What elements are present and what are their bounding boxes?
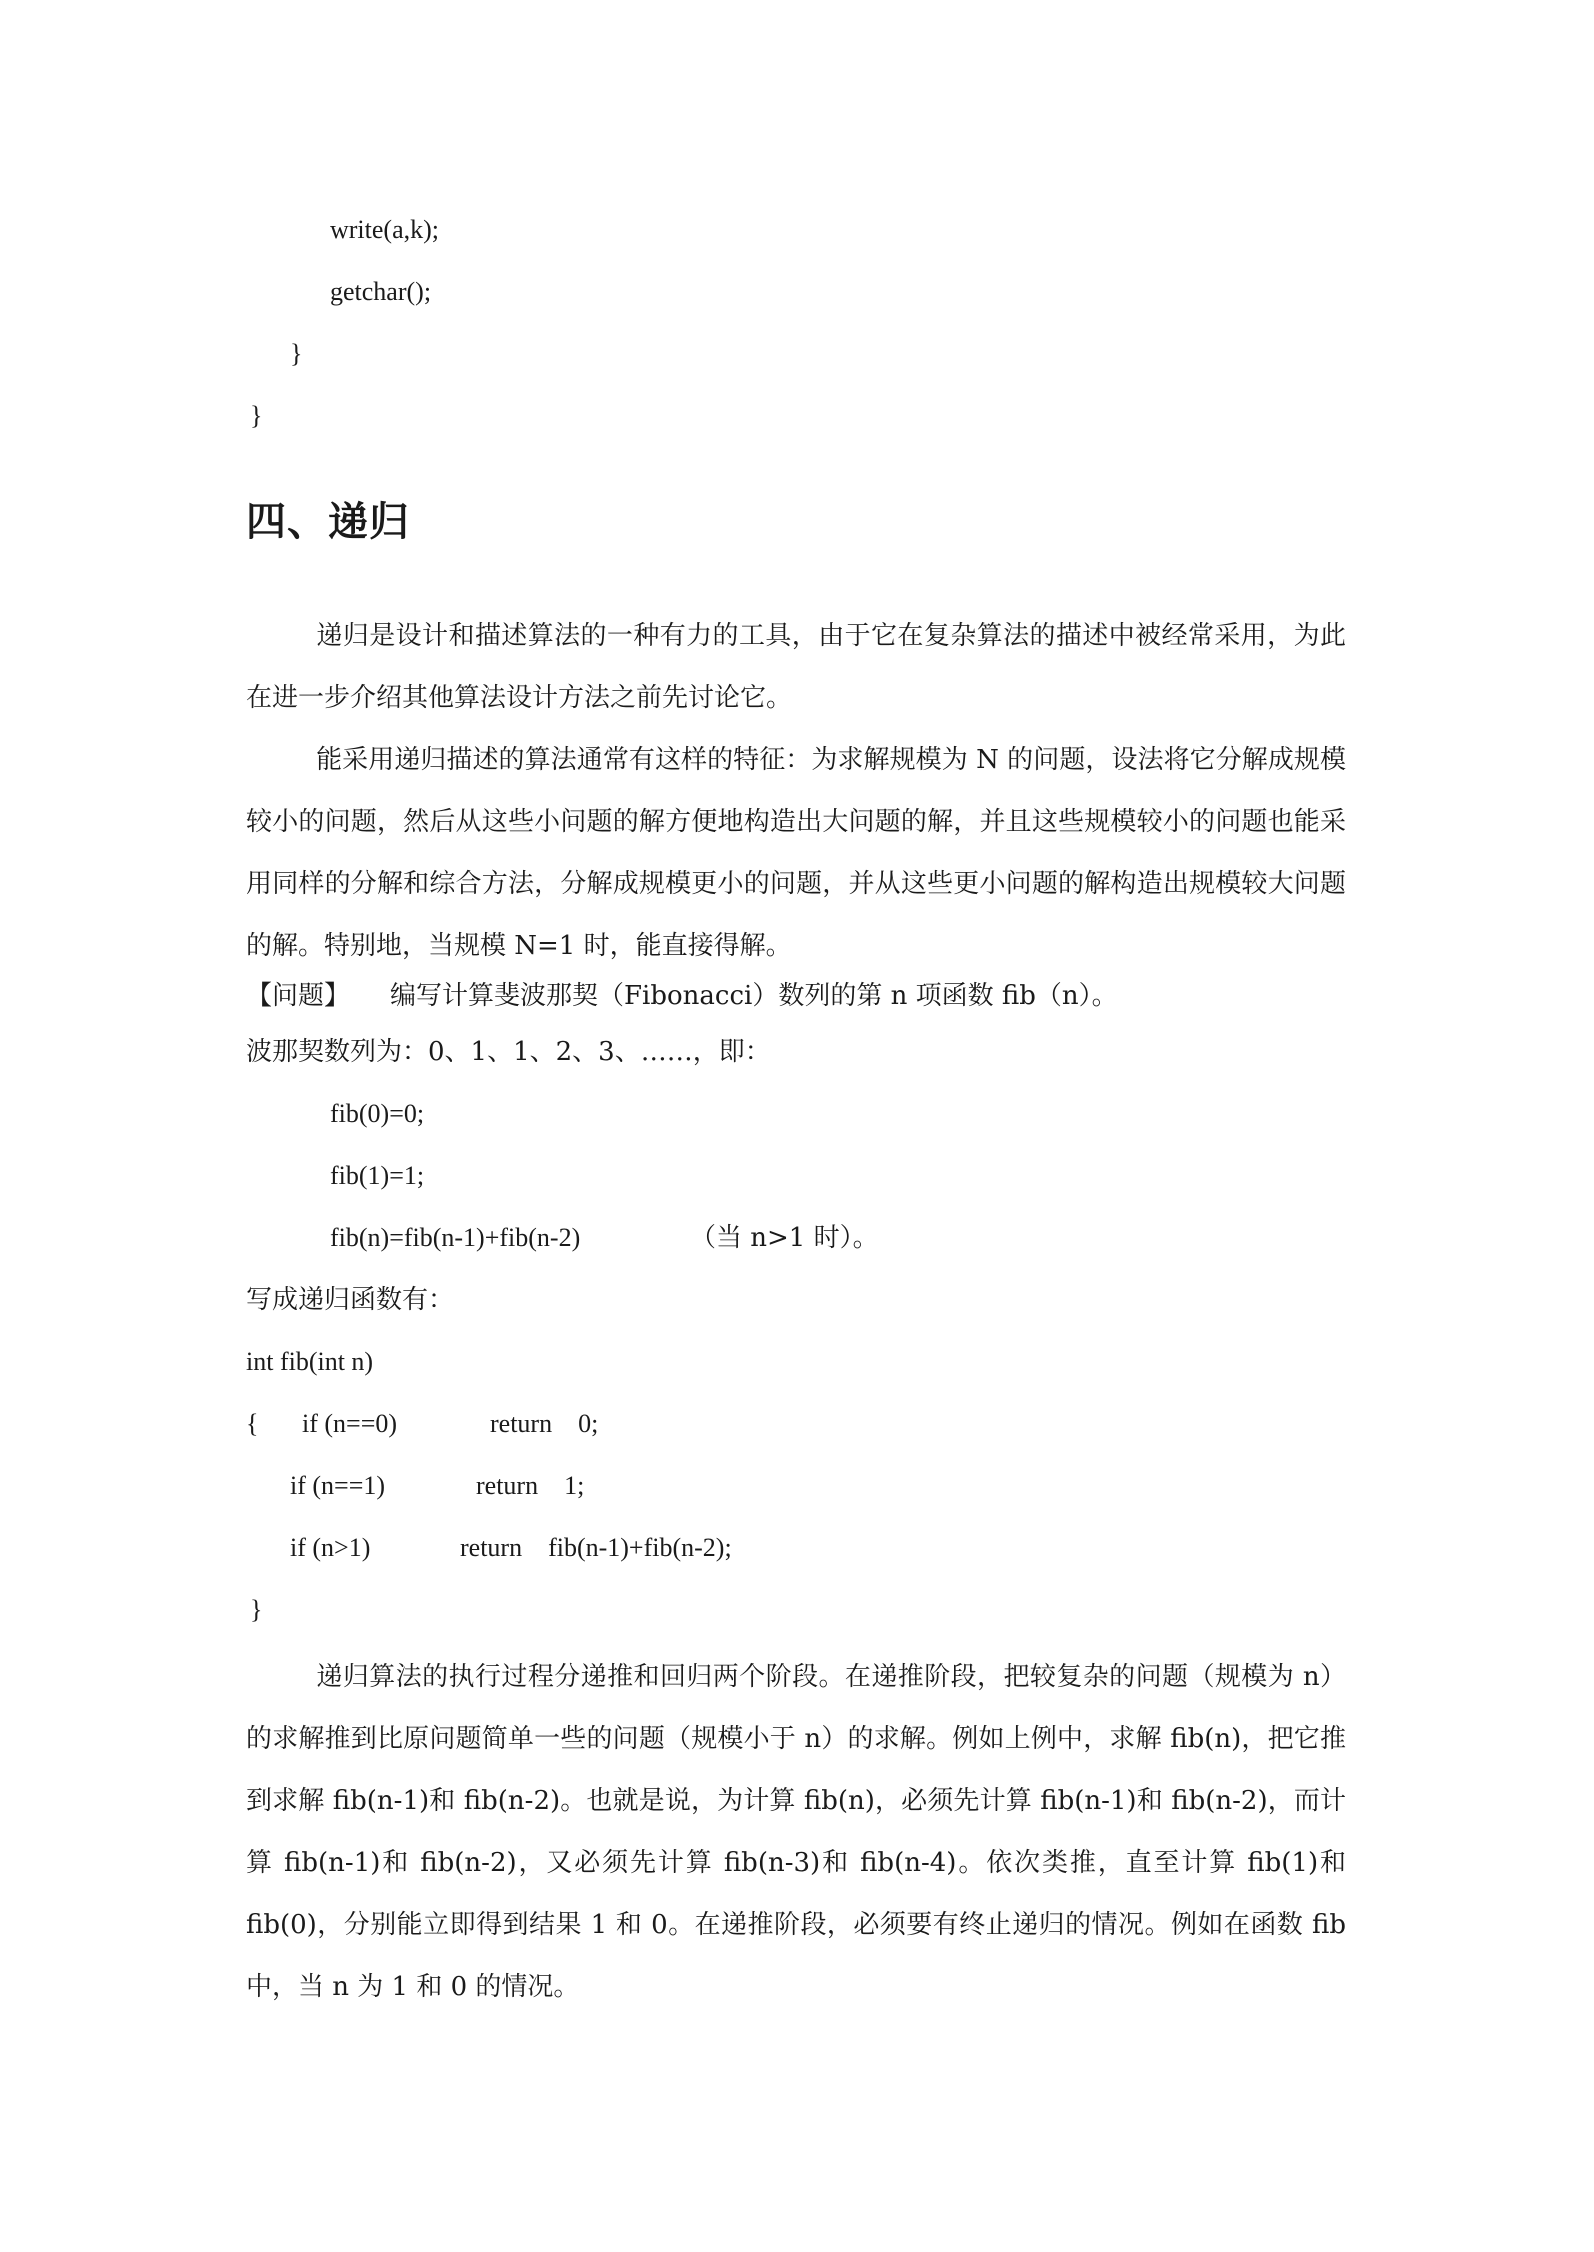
sequence-line: 波那契数列为：0、1、1、2、3、……，即： (246, 1037, 771, 1067)
code-line-inner-brace: } (290, 339, 303, 368)
fib-def-n: fib(n)=fib(n-1)+fib(n-2) (330, 1223, 581, 1252)
problem-text: 编写计算斐波那契（Fibonacci）数列的第 n 项函数 fib（n）。 (390, 981, 1118, 1011)
paragraph-recursion-intro (246, 605, 1346, 729)
section-heading: 四、递归 (246, 499, 410, 545)
code-line-outer-brace: } (250, 401, 263, 430)
fib-return-0: return 0; (490, 1409, 599, 1438)
paragraph-recursion-intro-text: 递归是设计和描述算法的一种有力的工具，由于它在复杂算法的描述中被经常采用，为此在进一步介绍其他算法设计方法之前先讨论它。 (246, 621, 1346, 713)
fib-def-0: fib(0)=0; (330, 1099, 425, 1128)
paragraph-recursion-execution-text: 递归算法的执行过程分递推和回归两个阶段。在递推阶段，把较复杂的问题（规模为 n）的求解推到比原问题简单一些的问题（规模小于 n）的求解。例如上例中，求解 fib(n)，把它推到求解 fib(n-1)和 fib(n-2)。也就是说，为计算 fib(n)，必须先计算 fib(n-1)和 fib(n-2)，而计算 fib(n-1)和 fib(n-2)，又必须先计算 fib(n-3)和 fib(n-4)。依次类推，直至计算 fib(1)和 fib(0)，分别能立即得到结果 1 和 0。在递推阶段，必须要有终止递归的情况。例如在函数 fib 中，当 n 为 1 和 0 的情况。 (246, 1662, 1346, 2002)
fib-signature: int fib(int n) (246, 1347, 374, 1376)
code-line-getchar: getchar(); (330, 277, 432, 306)
fib-return-n: return fib(n-1)+fib(n-2); (460, 1533, 732, 1562)
fib-return-1: return 1; (476, 1471, 585, 1500)
paragraph-recursion-features (246, 729, 1346, 977)
fib-open-brace: { (246, 1409, 259, 1438)
fib-cond-0: if (n==0) (302, 1409, 398, 1438)
paragraph-recursion-execution (246, 1646, 1346, 2018)
code-line-write: write(a,k); (330, 215, 440, 244)
problem-line (246, 980, 1118, 1012)
problem-label: 【问题】 (246, 981, 351, 1011)
recursive-intro-line: 写成递归函数有： (246, 1285, 455, 1315)
fib-def-n-note: （当 n>1 时）。 (690, 1223, 879, 1253)
fib-cond-n: if (n>1) (290, 1533, 371, 1562)
fib-cond-1: if (n==1) (290, 1471, 386, 1500)
fib-def-1: fib(1)=1; (330, 1161, 425, 1190)
paragraph-recursion-features-text: 能采用递归描述的算法通常有这样的特征：为求解规模为 N 的问题，设法将它分解成规模较小的问题，然后从这些小问题的解方便地构造出大问题的解，并且这些规模较小的问题也能采用同样的分解和综合方法，分解成规模更小的问题，并从这些更小问题的解构造出规模较大问题的解。特别地，当规模 N=1 时，能直接得解。 (246, 745, 1346, 961)
fib-close-brace: } (250, 1595, 263, 1624)
